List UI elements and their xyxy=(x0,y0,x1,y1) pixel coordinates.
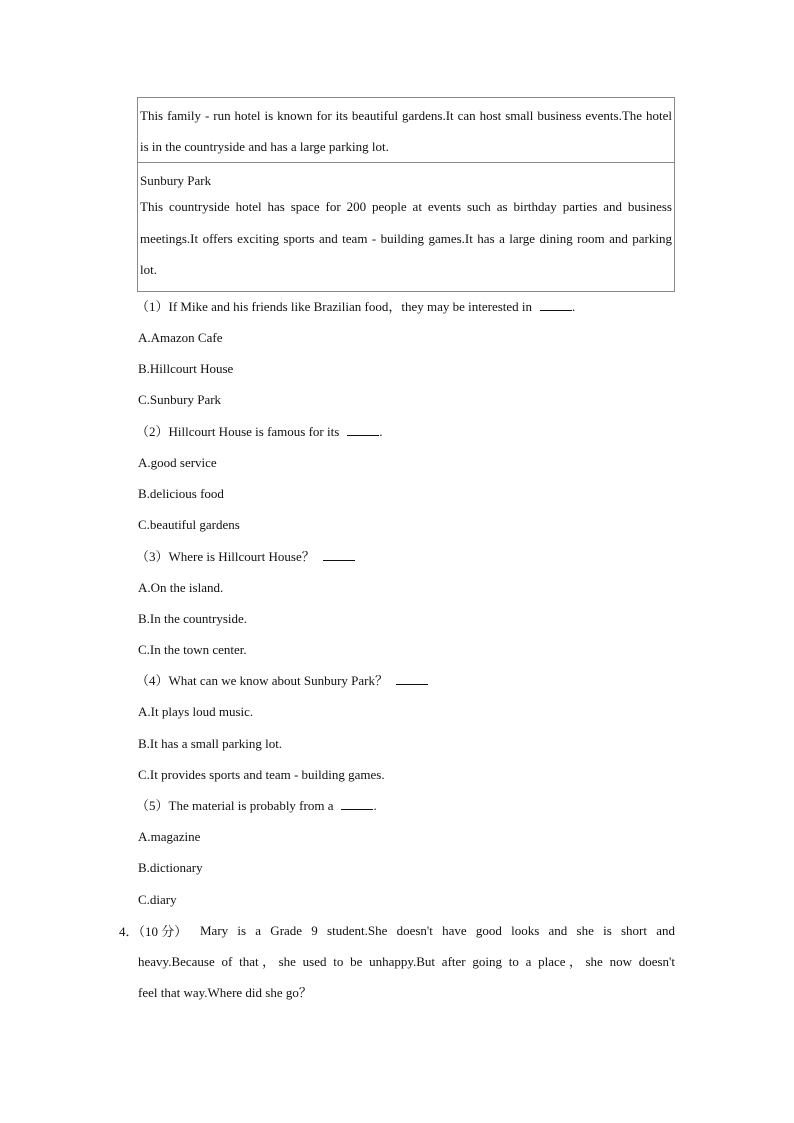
question-1-stem: （1）If Mike and his friends like Brazilian food，they may be interested in . xyxy=(136,299,576,314)
question-2-option-a: A.good service xyxy=(138,455,217,470)
passage-box-hillcourt xyxy=(137,97,675,163)
question-3-option-c: C.In the town center. xyxy=(138,642,247,657)
question-1-option-c: C.Sunbury Park xyxy=(138,392,222,407)
question-3-option-a: A.On the island. xyxy=(138,580,224,595)
answer-blank xyxy=(341,797,373,810)
answer-blank xyxy=(396,672,428,685)
question-4-option-a: A.It plays loud music. xyxy=(138,704,254,719)
question-5-option-c: C.diary xyxy=(138,892,177,907)
question-3-option-b: B.In the countryside. xyxy=(138,611,248,626)
question-1-option-a: A.Amazon Cafe xyxy=(138,330,223,345)
paragraph-line: heavy.Because of that，she used to be unhappy.But after going to a place，she now doesn't xyxy=(138,954,675,969)
question-4-option-c: C.It provides sports and team - building games. xyxy=(138,767,385,782)
question-5-option-b: B.dictionary xyxy=(138,860,203,875)
question-3-stem: （3）Where is Hillcourt House？ xyxy=(136,548,355,566)
passage-box-sunbury xyxy=(137,162,675,292)
answer-blank xyxy=(323,548,355,561)
question-2-option-b: B.delicious food xyxy=(138,486,224,501)
answer-blank xyxy=(347,423,379,436)
passage-title: Sunbury Park xyxy=(140,173,212,188)
question-4-stem: （4）What can we know about Sunbury Park？ xyxy=(136,672,428,690)
question-1-option-b: B.Hillcourt House xyxy=(138,361,234,376)
question-2-stem: （2）Hillcourt House is famous for its . xyxy=(136,424,383,439)
passage-text: This family - run hotel is known for its beautiful gardens.It can host small business events.The hotel is in the countryside and has a large parking lot. xyxy=(140,108,672,154)
passage-text: This countryside hotel has space for 200 people at events such as birthday parties and business meetings.It offers exciting sports and team - building games.It has a large dining room and parking lot. xyxy=(140,199,672,277)
answer-blank xyxy=(540,298,572,311)
question-4-option-b: B.It has a small parking lot. xyxy=(138,736,283,751)
paragraph-line: Mary is a Grade 9 student.She doesn't have good looks and she is short and xyxy=(200,923,675,938)
question-5-option-a: A.magazine xyxy=(138,829,201,844)
question-5-stem: （5）The material is probably from a . xyxy=(136,798,377,813)
question-2-option-c: C.beautiful gardens xyxy=(138,517,240,532)
paragraph-line: feel that way.Where did she go？ xyxy=(138,985,312,1000)
question-4-number: 4．（10 分） xyxy=(119,924,188,939)
question-4-paragraph xyxy=(138,915,675,1008)
